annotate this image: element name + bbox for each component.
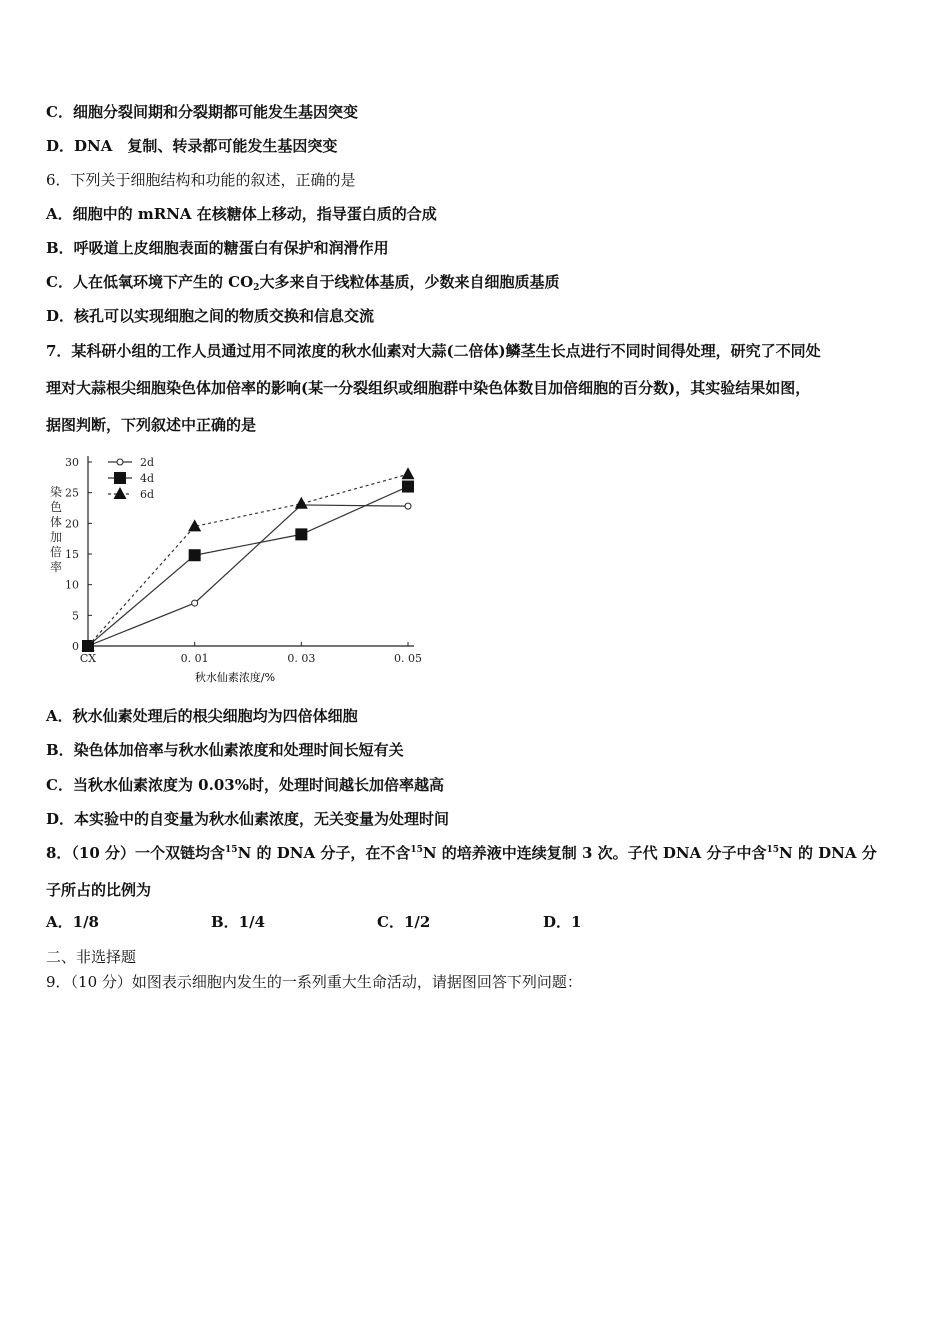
data-point-4d: [402, 481, 414, 493]
series-line-6d: [88, 474, 408, 646]
chart-y-label: [50, 484, 62, 574]
q5-option-c: C．细胞分裂间期和分裂期都可能发生基因突变: [46, 103, 358, 121]
q7-option-b: B．染色体加倍率与秋水仙素浓度和处理时间长短有关: [46, 741, 404, 759]
q7-option-a: A．秋水仙素处理后的根尖细胞均为四倍体细胞: [46, 707, 358, 725]
q8-stem-line1: [46, 843, 877, 863]
q8-sup-3: 15: [766, 845, 780, 855]
q6-option-d: D．核孔可以实现细胞之间的物质交换和信息交流: [46, 307, 375, 325]
series-line-2d: [88, 505, 408, 646]
q7-option-d: D．本实验中的自变量为秋水仙素浓度，无关变量为处理时间: [46, 810, 450, 828]
y-label-char: 倍: [49, 545, 63, 559]
y-tick-label: 25: [65, 486, 79, 500]
q8-stem-part1: 8．（10 分）一个双链均含: [46, 844, 226, 862]
legend-marker-4d: [114, 472, 126, 484]
q8-option-d: D．1: [543, 913, 582, 931]
q6-option-a: A．细胞中的 mRNA 在核糖体上移动，指导蛋白质的合成: [46, 205, 437, 223]
q7-stem-line1: 7．某科研小组的工作人员通过用不同浓度的秋水仙素对大蒜(二倍体)鳞茎生长点进行不同时间得处理，研究了不同处: [46, 342, 821, 360]
y-label-char: 色: [49, 500, 63, 514]
q6-option-c-sub: 2: [253, 283, 260, 293]
legend-marker-6d: [114, 487, 127, 499]
q9-stem: 9．（10 分）如图表示细胞内发生的一系列重大生命活动，请据图回答下列问题：: [46, 973, 582, 991]
data-point-2d: [405, 503, 411, 509]
data-point-6d: [295, 497, 308, 509]
q8-option-c: C．1/2: [377, 913, 431, 931]
y-tick-label: 0: [72, 640, 79, 653]
data-point-2d: [192, 600, 198, 606]
q7-stem-line2: 理对大蒜根尖细胞染色体加倍率的影响(某一分裂组织或细胞群中染色体数目加倍细胞的百分数)，其实验结果如图，: [46, 379, 811, 397]
q8-stem-line2: 子所占的比例为: [46, 881, 152, 899]
q7-option-c: C．当秋水仙素浓度为 0.03%时，处理时间越长加倍率越高: [46, 776, 444, 794]
y-tick-label: 15: [65, 548, 79, 561]
chart-legend: [108, 456, 154, 501]
data-point-4d: [189, 549, 201, 561]
y-tick-label: 20: [65, 517, 79, 531]
legend-label: 2d: [140, 456, 155, 469]
series-line-4d: [88, 487, 408, 646]
q8-sup-1: 15: [225, 845, 238, 855]
data-point-4d: [295, 528, 307, 540]
section-title: 二、非选择题: [46, 948, 137, 966]
y-label-char: 染: [49, 485, 63, 499]
q7-stem-line3: 据图判断，下列叙述中正确的是: [46, 416, 257, 434]
q5-option-d: D．DNA 复制、转录都可能发生基因突变: [46, 137, 338, 155]
q8-sup-2: 15: [410, 845, 423, 855]
x-tick-label: 0. 01: [180, 652, 209, 665]
y-tick-label: 30: [65, 456, 79, 469]
legend-label: 6d: [140, 488, 155, 501]
q6-option-b: B．呼吸道上皮细胞表面的糖蛋白有保护和润滑作用: [46, 239, 389, 257]
x-tick-label: 0. 03: [287, 652, 316, 665]
data-point-6d: [402, 467, 415, 479]
y-tick-label: 5: [72, 609, 79, 623]
x-tick-label: 0. 05: [394, 652, 422, 665]
chart-series: [82, 467, 415, 652]
q6-option-c-post: 大多来自于线粒体基质，少数来自细胞质基质: [259, 273, 560, 291]
x-tick-label: CX: [79, 652, 97, 665]
q8-stem-part3: N 的培养液中连续复制 3 次。子代 DNA 分子中含: [422, 844, 767, 862]
y-label-char: 加: [49, 530, 63, 544]
q6-stem: 6．下列关于细胞结构和功能的叙述，正确的是: [46, 171, 356, 189]
chromosome-doubling-chart: [40, 448, 430, 698]
y-label-char: 体: [49, 515, 63, 529]
q8-stem-part4: N 的 DNA 分: [779, 844, 877, 862]
q8-option-a: A．1/8: [46, 913, 99, 931]
q8-stem-part2: N 的 DNA 分子，在不含: [237, 844, 411, 862]
y-label-char: 率: [49, 560, 63, 574]
chart-x-label: 秋水仙素浓度/%: [194, 671, 276, 684]
q6-option-c: [46, 272, 559, 292]
legend-marker-2d: [117, 459, 123, 465]
q8-option-b: B．1/4: [211, 913, 266, 931]
y-tick-label: 10: [65, 578, 79, 592]
q6-option-c-pre: C．人在低氧环境下产生的 CO: [46, 273, 254, 291]
legend-label: 4d: [140, 472, 155, 485]
